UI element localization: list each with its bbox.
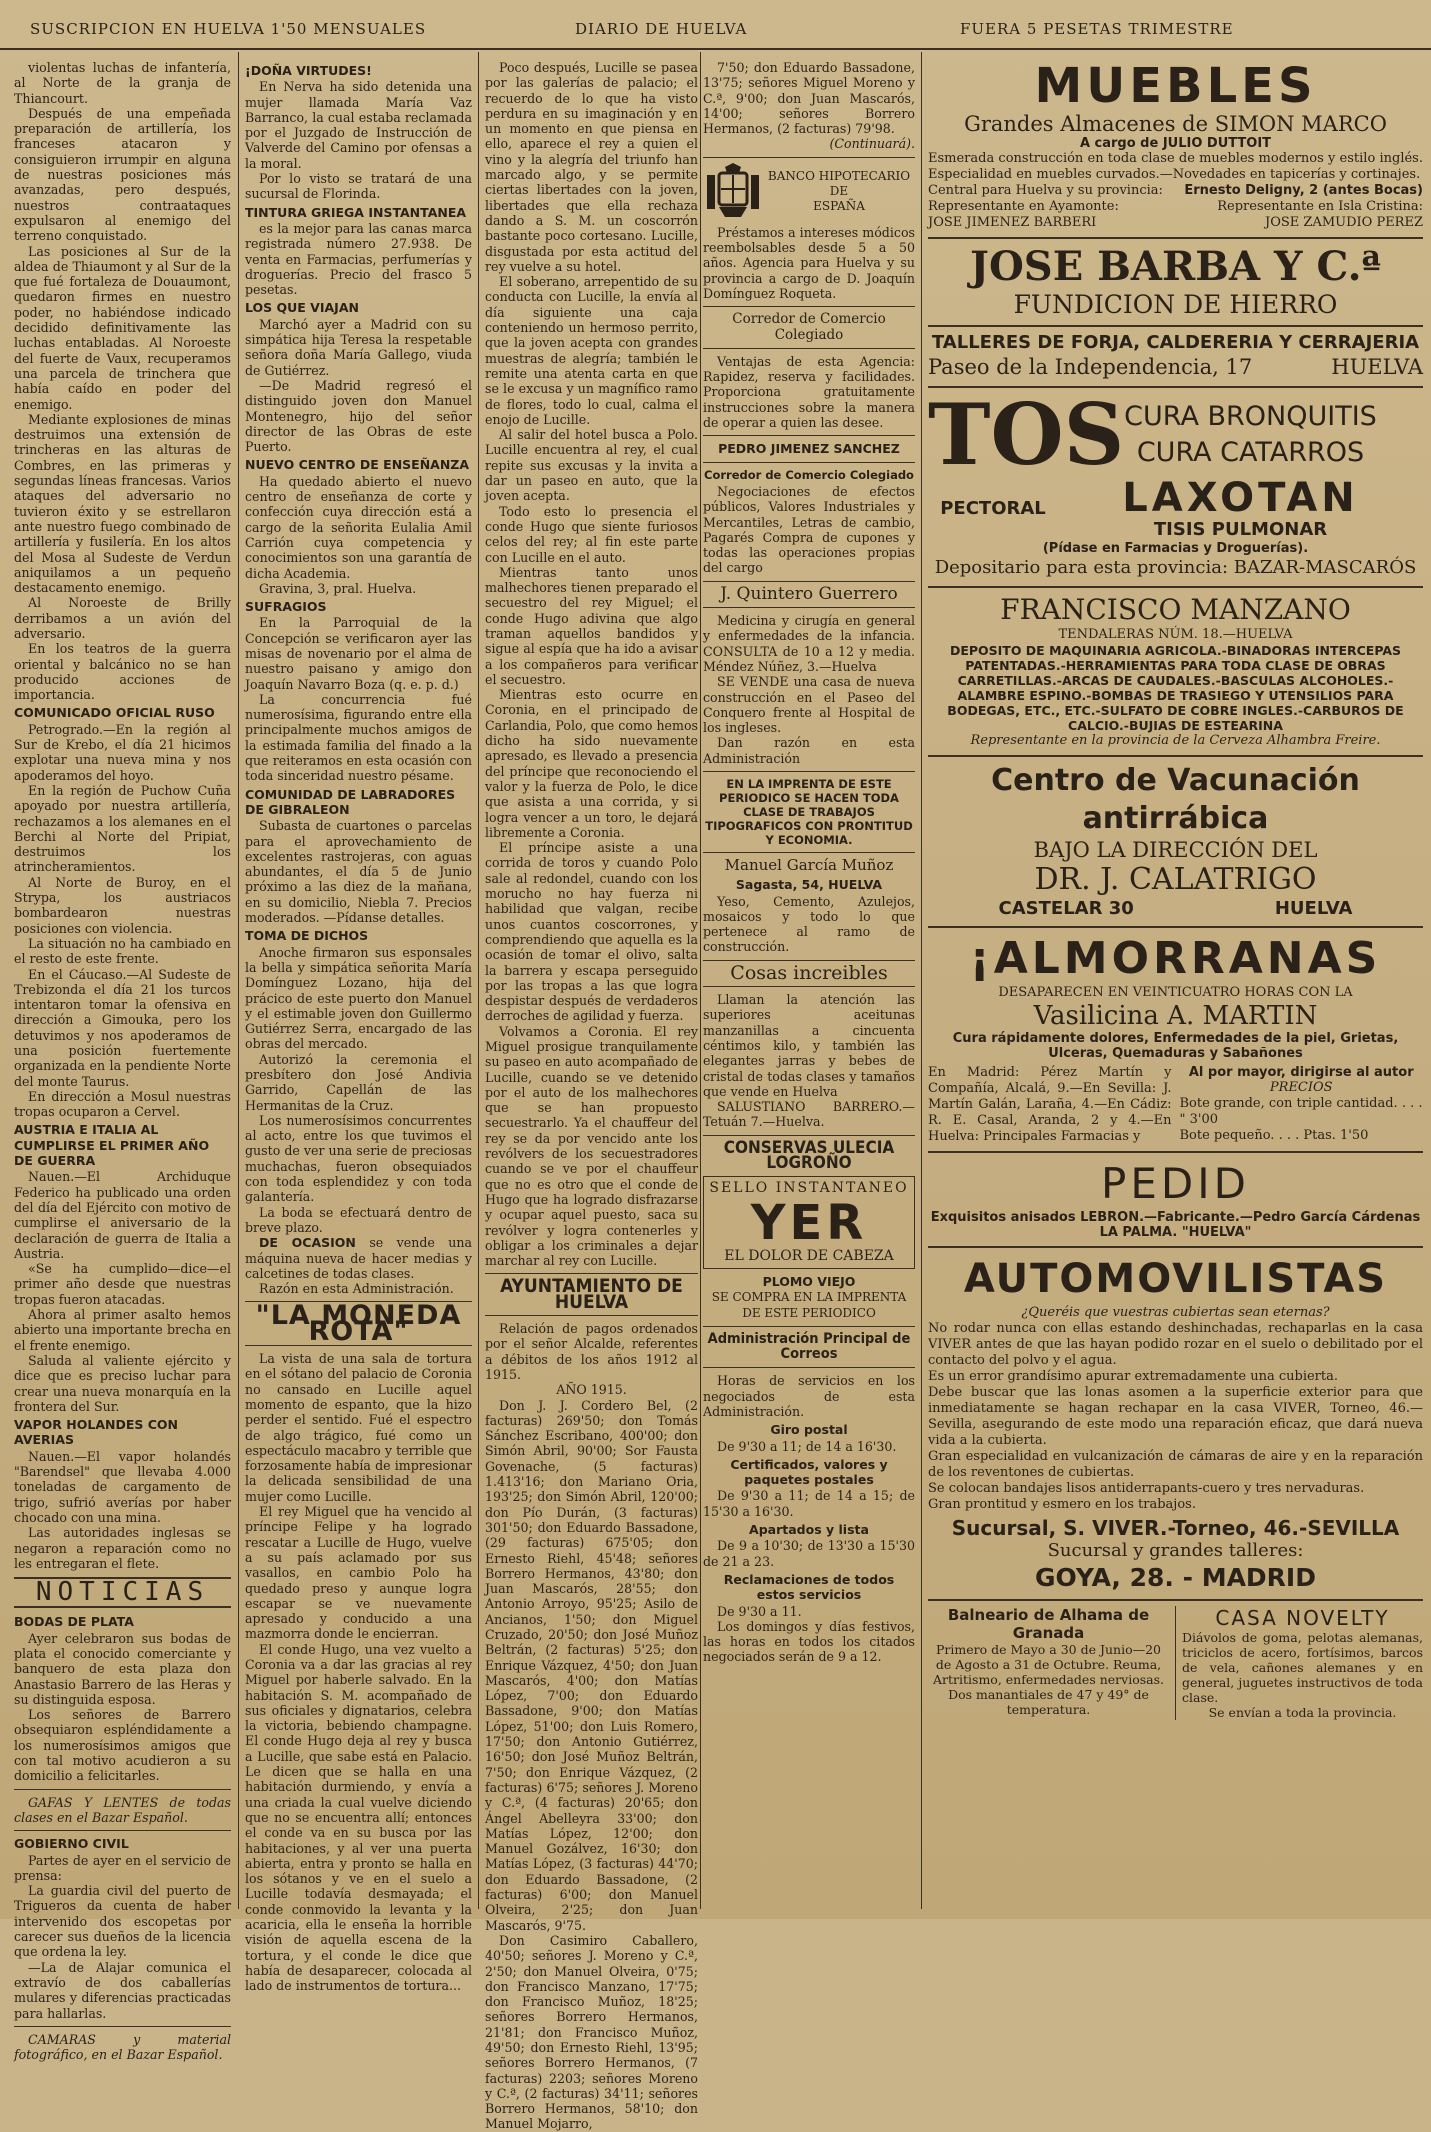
masthead	[0, 0, 1431, 50]
laxotan-depositario: Depositario para esta provincia: BAZAR-MASCARÓS	[934, 557, 1417, 578]
ad-text: SE VENDE una casa de nueva construcción en el Paseo del Conquero frente al Hospital de los ingleses.	[703, 674, 915, 736]
article-paragraph: En los teatros de la guerra oriental y balcánico no se han producido acciones de importancia.	[14, 641, 231, 703]
ad-text: Horas de servicios en los negociados de esta Administración.	[703, 1373, 915, 1419]
article-paragraph: Ahora al primer asalto hemos abierto una importante brecha en el frente enemigo.	[14, 1307, 231, 1353]
vacuna-address: CASTELAR 30	[998, 898, 1134, 919]
article-text: se vende una máquina nueva de hacer medias y calcetines de todas clases.	[245, 1235, 472, 1281]
article-paragraph: «Se ha cumplido—dice—el primer año desde que nuestras tropas fueron atacadas.	[14, 1261, 231, 1307]
serial-title: "LA MONEDA ROTA"	[255, 1300, 462, 1347]
muebles-central: Central para Huelva y su provincia:	[928, 183, 1163, 198]
article-paragraph: Razón en esta Administración.	[259, 1281, 454, 1297]
section-heading: COMUNICADO OFICIAL RUSO	[14, 705, 215, 721]
article-paragraph: Marchó ayer a Madrid con su simpática hija Teresa la respetable señora doña María Gallego, viuda de Gutiérrez.	[245, 316, 472, 378]
novelty-text: Diávolos de goma, pelotas alemanas, triciclos de acero, fortísimos, barcos de vela, cañones alemanes y en general, juguetes instructivos de toda clase.	[1182, 1630, 1423, 1705]
article-paragraph: Volvamos a Coronia. El rey Miguel prosigue tranquilamente su paseo en auto acompañado de Lucille, cuando se ve detenido por el auto de los malhechores que se han propuesto secuestrarlo. Ya el chauffeur del rey se da por vencido ante los revólvers de los secuestradores cuando se ve por el chauffeur que no es otro que el conde de Hugo que ha logrado disfrazarse y ocupar aquel puesto, saca su revólver y logra contenerles y obligar a los criminales a dejar marchar al rey con Lucille.	[485, 1023, 698, 1269]
column-rule	[238, 52, 239, 1909]
divider	[703, 771, 915, 772]
article-paragraph: es la mejor para las canas marca registrada número 27.938. De venta en Farmacias, perfumerías y droguerías. Precio del frasco 5 pesetas.	[245, 220, 472, 298]
divider	[928, 237, 1423, 239]
divider	[928, 1599, 1423, 1601]
viver-address: Sucursal, S. VIVER.-Torneo, 46.-SEVILLA	[951, 1516, 1400, 1540]
barba-city: HUELVA	[1331, 355, 1423, 379]
article-paragraph: Al salir del hotel busca a Polo. Lucille encuentra al rey, el cual repite sus excusas y la invita a dar un paseo en auto, que la joven acepta.	[485, 427, 698, 504]
divider	[703, 157, 915, 158]
auto-question: ¿Queréis que vuestras cubiertas sean eternas?	[1021, 1305, 1330, 1320]
ad-text: Medicina y cirugía en general y enfermedades de la infancia. CONSULTA de 10 a 12 y media. Méndez Núñez, 3.—Huelva	[703, 613, 915, 674]
ad-text: SALUSTIANO BARRERO.—Tetuán 7.—Huelva.	[703, 1099, 915, 1130]
muebles-subtitle: Grandes Almacenes de SIMON MARCO	[964, 112, 1387, 136]
article-paragraph: Nauen.—El Archiduque Federico ha publicado una orden del día del Ejército con motivo de cumplirse el aniversario de la declaración de guerra de Italia a Austria.	[14, 1169, 231, 1261]
divider	[485, 1273, 698, 1274]
schedule-text: De 9'30 a 11; de 14 a 16'30.	[717, 1438, 897, 1454]
divider	[703, 581, 915, 582]
vacuna-city: HUELVA	[1274, 898, 1353, 919]
schedule-text: De 9'30 a 11; de 14 a 15; de 15'30 a 16'30.	[703, 1488, 915, 1519]
tos-word: TOS	[928, 385, 1125, 484]
divider	[703, 1326, 915, 1327]
article-paragraph: Saluda al valiente ejército y dice que es preciso luchar para crear una nueva monarquía en la frontera del Sur.	[14, 1352, 231, 1414]
divider	[928, 325, 1423, 327]
ayuntamiento-heading: AYUNTAMIENTO DE HUELVA	[500, 1275, 683, 1313]
article-paragraph: Al Norte de Buroy, en el Strypa, los austriacos bombardearon nuestras posiciones con violencia.	[14, 874, 231, 936]
ad-heading: Manuel García Muñoz	[724, 855, 894, 874]
divider	[14, 2026, 231, 2027]
article-paragraph: En la región de Puchow Cuña apoyado por nuestra artillería, rechazamos a los alemanes en el Berchi al Norte del Pripiat, destruimos los atrincheramientos.	[14, 782, 231, 875]
column-4	[703, 60, 915, 1899]
small-ad: GAFAS Y LENTES de todas clases en el Bazar Español.	[14, 1794, 231, 1825]
advertisements	[928, 60, 1423, 1909]
ad-text: Llaman la atención las superiores aceitunas manzanillas a cincuenta céntimos kilo, y también las elegantes jarras y bebes de cristal de todas clases y tamaños que vende en Huelva	[703, 992, 915, 1099]
ad-novelty	[1176, 1606, 1423, 1720]
article-paragraph: Petrogrado.—En la región al Sur de Krebo, el día 21 hicimos explotar una nueva mina y nos apoderamos del hoyo.	[14, 721, 231, 783]
auto-text: Debe buscar que las lonas asomen a la superficie exterior para que inmediatamente se hagan rechapar en la casa VIVER, Torneo, 46.—Sevilla, asegurando de este modo una reparación eficaz, que dará nueva vida a la cubierta.	[928, 1385, 1423, 1448]
article-paragraph: Mientras esto ocurre en Coronia, en el principado de Carlandia, Polo, que como hemos dicho ha sido nuevamente apresado, es llevado a presencia del príncipe que reconociendo el valor y la fuerza de Polo, le dice que asista a una corrida, y si logra vencer a un toro, le dejará libremente a Coronia.	[485, 687, 698, 840]
muebles-rep-label: Representante en Ayamonte:	[928, 199, 1119, 214]
vacuna-subtitle: BAJO LA DIRECCIÓN DEL	[1033, 838, 1318, 862]
auto-text: Gran prontitud y esmero en los trabajos.	[928, 1497, 1196, 1512]
ad-heading: PLOMO VIEJO	[762, 1273, 856, 1289]
divider	[928, 755, 1423, 757]
almorranas-product: Vasilicina A. MARTIN	[1033, 1001, 1318, 1031]
almorranas-price-large: Bote grande, con triple cantidad. . . . " 3'00	[1179, 1096, 1423, 1127]
article-paragraph: Don J. J. Cordero Bel, (2 facturas) 269'50; don Tomás Sánchez Escribano, 400'00; don Simón Abril, 90'00; Sor Fausta Govenache, (5 facturas) 1.413'16; don Mariano Oria, 193'25; don Simón Abril, 120'00; don Pío Durán, (3 facturas) 301'50; don Eduardo Bassadone, (29 facturas) 675'05; don Ernesto Riehl, 45'48; señores Borrero Hermanos, 43'80; don Juan Mascarós, 28'55; don Antonio Arroyo, 95'25; Asilo de Ancianos, 1'50; don Miguel Cruzado, 20'50; don José Muñoz Beltrán, (2 facturas) 5'25; don Enrique Vázquez, 4'50; don Juan Mascarós, 4'00; don Matías López, 7'00; don Eduardo Bassadone, 9'00; don Matías López, 51'00; don Luis Romero, 17'50; don Antonio Gutiérrez, 16'50; don José Muñoz Beltrán, 7'50; don Enrique Vázquez, (2 facturas) 6'75; señores J. Moreno y C.ª, (4 facturas) 20'65; don Ángel Abelleyra 33'00; don Matías López, 12'00; don Manuel Gozálvez, 16'30; don Matías López, (3 facturas) 44'70; don Eduardo Bassadone, (2 facturas) 6'00; don Manuel Olveira, 2'25; don Juan Mascarós, 9'75.	[485, 1397, 698, 1933]
tisis-label: TISIS PULMONAR	[1153, 519, 1328, 540]
article-paragraph: Al Noroeste de Brilly derribamos a un avión del adversario.	[14, 595, 231, 641]
novelty-title: CASA NOVELTY	[1215, 1606, 1390, 1630]
divider	[703, 607, 915, 608]
ad-balneario	[928, 1606, 1176, 1720]
auto-text: Se colocan bandajes lisos antiderrapants-cuero y tres nervaduras.	[928, 1481, 1365, 1496]
divider	[703, 986, 915, 987]
muebles-central-address: Ernesto Deligny, 2 (antes Bocas)	[1184, 183, 1423, 198]
ad-heading: Corredor de Comercio Colegiado	[732, 311, 886, 343]
cura-bronquitis: CURA BRONQUITIS	[1124, 401, 1377, 432]
section-heading: SUFRAGIOS	[245, 599, 327, 615]
divider	[928, 1151, 1423, 1153]
ad-text: Negociaciones de efectos públicos, Valores Industriales y Mercantiles, Letras de cambio, Pagarés Compra de cupones y todas las operaciones propias del cargo	[703, 483, 915, 576]
article-paragraph: Ha quedado abierto el nuevo centro de enseñanza de corte y confección cuya dirección está a cargo de la señorita Eulalia Amil Carrión cuya competencia y conocimientos son una garantía de dicha Academia.	[245, 473, 472, 581]
manzano-address: TENDALERAS NÚM. 18.—HUELVA	[1058, 627, 1293, 642]
article-paragraph: —La de Alajar comunica el extravío de dos caballerías mulares y diferencias practicadas para hallarlas.	[14, 1959, 231, 2021]
article-paragraph: Mediante explosiones de minas destruimos una extensión de trincheras en las alturas de Combres, en las primeras y segundas líneas francesas. Varios ataques del adversario no tuvieron éxito y se estrellaron ante nuestro fuego combinado de artillería y fusilería. En los altos del Mosa al Sudeste de Verdun aniquilamos a un pequeño destacamento enemigo.	[14, 411, 231, 596]
vacuna-title: Centro de Vacunación antirrábica	[991, 763, 1360, 836]
article-paragraph: Gravina, 3, pral. Huelva.	[259, 580, 417, 596]
divider	[928, 586, 1423, 588]
article-paragraph: El soberano, arrepentido de su conducta con Lucille, la envía al día siguiente una caja conteniendo un hermoso perrito, que la joven acepta con grandes muestras de alegría; también le remite una atenta carta en que se le excusa y un magnífico ramo de flores, todo lo cual, calma el enojo de Lucille.	[485, 274, 698, 427]
article-paragraph: Después de una empeñada preparación de artillería, los franceses atacaron y consiguieron irrumpir en alguna de nuestras posiciones más avanzadas, pero después, nuestros contraataques expulsaron al enemigo del terreno conquistado.	[14, 105, 231, 244]
divider	[14, 1789, 231, 1790]
banco-country: ESPAÑA	[813, 199, 865, 214]
article-paragraph: Don Casimiro Caballero, 40'50; señores J. Moreno y C.ª, 2'50; don Manuel Olveira, 0'75; don Francisco Manzano, 17'75; don Francisco Muñoz, 18'25; señores Borrero Hermanos, 21'81; don Francisco Muñoz, 49'50; don Ernesto Riehl, 13'95; señores Borrero Hermanos, (7 facturas) 2203; señores Moreno y C.ª, (2 facturas) 34'11; señores Borrero Hermanos, 58'10; don Manuel Mojarro,	[485, 1932, 698, 2132]
section-heading: GOBIERNO CIVIL	[14, 1836, 129, 1852]
muebles-rep-name: JOSE JIMENEZ BARBERI	[928, 215, 1097, 230]
cura-catarros: CURA CATARROS	[1136, 437, 1365, 468]
schedule-text: De 9 a 10'30; de 13'30 a 15'30 de 21 a 23.	[703, 1538, 915, 1569]
section-heading: AUSTRIA E ITALIA AL CUMPLIRSE EL PRIMER AÑO DE GUERRA	[14, 1122, 210, 1169]
article-paragraph: Las posiciones al Sur de la aldea de Thiaumont y al Sur de la que fué fortaleza de Douaumont, quedaron firmes en nuestro poder, no habiéndose indicado decidido definitivamente las luchas entabladas. Al Noroeste del fuerte de Vaux, recuperamos una parcela de trinchera que había caído en poder del enemigo.	[14, 243, 231, 412]
ad-laxotan	[928, 385, 1423, 580]
vacuna-doctor: DR. J. CALATRIGO	[1034, 862, 1317, 897]
article-paragraph: Nauen.—El vapor holandés "Barendsel" que llevaba 4.000 toneladas de cargamento de trigo, sufrió averías por haber chocado con una mina.	[14, 1448, 231, 1525]
divider	[703, 960, 915, 961]
divider	[703, 435, 915, 436]
divider	[703, 1367, 915, 1368]
article-paragraph: Por lo visto se tratará de una sucursal de Florinda.	[245, 171, 472, 202]
yer-brand: YER	[750, 1194, 868, 1251]
ad-bottom-row	[928, 1606, 1423, 1720]
muebles-rep-label: Representante en Isla Cristina:	[1217, 199, 1423, 214]
pectoral-label: PECTORAL	[940, 498, 1046, 519]
article-paragraph: 7'50; don Eduardo Bassadone, 13'75; señores Miguel Moreno y C.ª, 9'00; don Juan Mascarós, 14'00; señores Borrero Hermanos, (2 facturas) 79'98.	[703, 60, 915, 137]
divider	[14, 1830, 231, 1831]
manzano-products: DEPOSITO DE MAQUINARIA AGRICOLA.-BINADORAS INTERCEPAS PATENTADAS.-HERRAMIENTAS PARA TODA CLASE DE OBRAS CARRETILLAS.-ARCAS DE CAUDALES.-BASCULAS ALCOHOLES.-ALAMBRE ESPINO.-BOMBAS DE TRASIEGO Y UTENSILIOS PARA BODEGAS, ETC., ETC.-SULFATO DE COBRE INGLES.-CARBUROS DE CALCIO.-BUJIAS DE ESTEARINA	[947, 643, 1404, 733]
article-paragraph: Autorizó la ceremonia el presbítero don José Andivia Garrido, Capellán de las Hermanitas de la Cruz.	[245, 1051, 472, 1113]
pedid-location: LA PALMA. "HUELVA"	[1099, 1225, 1252, 1240]
muebles-rep-name: JOSE ZAMUDIO PEREZ	[1265, 215, 1423, 230]
article-paragraph: La concurrencia fué numerosísima, figurando entre ella principalmente muchos amigos de la estimada familia del finado a la que reiteramos en esta ocasión con toda sinceridad nuestro pésame.	[245, 691, 472, 784]
manzano-representative: Representante en la provincia de la Cerveza Alhambra Freire.	[970, 733, 1381, 748]
laxotan-brand: LAXOTAN	[1122, 475, 1359, 521]
yer-heading: SELLO INSTANTANEO	[709, 1180, 909, 1197]
auto-text: No rodar nunca con ellas estando deshinchadas, rechaparlas en la casa VIVER antes de que las hayan podido rozar en el suelo o debilitado por el contacto del polvo y el agua.	[928, 1321, 1423, 1368]
ad-heading: Cosas increibles	[730, 961, 888, 984]
schedule-heading: Apartados y lista	[749, 1522, 869, 1538]
article-paragraph: El rey Miguel que ha vencido al príncipe Felipe y ha logrado rescatar a Lucille de Hugo, vuelve a su país aclamado por sus vasallos, en cambio Polo ha quedado preso y aunque logra escapar se ve nuevamente apresado y conducido a una mazmorra donde le encierran.	[245, 1504, 472, 1642]
section-heading: COMUNIDAD DE LABRADORES DE GIBRALEON	[245, 786, 456, 817]
banco-title: BANCO HIPOTECARIO	[767, 169, 911, 184]
schedule-text: Los domingos y días festivos, las horas en todos los citados negociados serán de 9 a 12.	[703, 1618, 915, 1665]
correos-heading: Administración Principal de Correos	[707, 1330, 911, 1363]
section-heading: NUEVO CENTRO DE ENSEÑANZA	[245, 457, 470, 473]
schedule-heading: Giro postal	[770, 1422, 848, 1438]
balneario-title: Balneario de Alhama de Granada	[947, 1606, 1150, 1642]
almorranas-locations: En Madrid: Pérez Martín y Compañía, Alcalá, 9.—En Sevilla: J. Martín Galán, Laraña, 4.—En Cádiz: R. E. Casal, Aranda, 2 y 4.—En Huelva: Principales Farmacias y	[928, 1065, 1172, 1144]
ad-almorranas	[928, 933, 1423, 1145]
small-ad: CAMARAS y material fotográfico, en el Bazar Español.	[14, 2031, 231, 2063]
section-heading: VAPOR HOLANDES CON AVERIAS	[14, 1417, 178, 1448]
article-paragraph: Mientras tanto unos malhechores tienen preparado el secuestro del rey Miguel; el conde Hugo adivina que algo traman aquellos bandidos y sigue al espía que ha ido a avisar a los compañeros para verificar el secuestro.	[485, 564, 698, 687]
ad-text: SE COMPRA EN LA IMPRENTA DE ESTE PERIODICO	[711, 1290, 907, 1320]
divider	[703, 306, 915, 307]
article-paragraph: Subasta de cuartones o parcelas para el aprovechamiento de excelentes rastrojeras, con aguas abundantes, el día 5 de Junio próximo a las diez de la mañana, en su domicilio, Niebla 7. Precios moderados. —Pídanse detalles.	[245, 818, 472, 926]
subscription-outside: FUERA 5 PESETAS TRIMESTRE	[960, 20, 1234, 38]
section-heading: ¡DOÑA VIRTUDES!	[245, 63, 372, 78]
divider	[928, 926, 1423, 928]
section-heading: BODAS DE PLATA	[14, 1614, 134, 1630]
article-paragraph: La boda se efectuará dentro de breve plazo.	[245, 1204, 472, 1235]
goya-address: GOYA, 28. - MADRID	[1035, 1563, 1316, 1592]
almorranas-title: ¡ALMORRANAS	[969, 933, 1382, 984]
divider	[703, 1135, 915, 1136]
divider	[703, 852, 915, 853]
pedid-title: PEDID	[1101, 1159, 1250, 1208]
ad-heading: J. Quintero Guerrero	[720, 583, 898, 604]
ad-jose-barba	[928, 244, 1423, 380]
novelty-shipping: Se envían a toda la provincia.	[1208, 1705, 1397, 1720]
article-paragraph: En el Cáucaso.—Al Sudeste de Trebizonda el día 21 los turcos intentaron tomar la ofensiva en dirección a Gimouka, pero los detuvimos y nos apoderamos de una posición fuertemente organizada en la pendiente Norte del monte Taurus.	[14, 966, 231, 1089]
article-paragraph: La guardia civil del puerto de Trigueros da cuenta de haber intervenido dos escopetas por carecer sus dueños de la licencia que ordena la ley.	[14, 1883, 231, 1960]
article-paragraph: —De Madrid regresó el distinguido joven don Manuel Montenegro, hijo del señor director de las Obras de este Puerto.	[245, 377, 472, 455]
barba-subtitle: FUNDICION DE HIERRO	[1013, 290, 1338, 319]
laxotan-note: (Pídase en Farmacias y Droguerías).	[1042, 541, 1309, 556]
ad-subheading: Corredor de Comercio Colegiado	[704, 467, 914, 482]
auto-text: Es un error grandísimo apurar extremadamente una cubierta.	[928, 1369, 1339, 1384]
section-heading: LOS QUE VIAJAN	[245, 300, 359, 316]
article-paragraph: Anoche firmaron sus esponsales la bella y simpática señorita María Domínguez Lozano, hija del prácico de este puerto don Manuel y el estimable joven don Guillermo Gutiérrez Serra, encargado de las obras del mercado.	[245, 944, 472, 1052]
conservas-ad: CONSERVAS ULECIA LOGROÑO	[723, 1137, 895, 1174]
yer-slogan: EL DOLOR DE CABEZA	[724, 1247, 894, 1264]
subscription-local: SUSCRIPCION EN HUELVA 1'50 MENSUALES	[30, 20, 427, 38]
coat-of-arms-icon	[703, 163, 763, 221]
column-2	[245, 60, 472, 1994]
ad-muebles	[928, 60, 1423, 231]
article-paragraph: Poco después, Lucille se pasea por las galerías de palacio; el recuerdo de lo que ha visto perdura en su imaginación y en un momento en que piensa en ello, aparece el rey a quien el vino y la alegría del triunfo han marcado algo, y se permite ciertas libertades con la joven, libertades que ella rechaza dando a S. M. un coscorrón bastante poco cortesano. Lucille, disgustada por esta actitud del rey vuelve a su hotel.	[485, 60, 698, 274]
section-heading: TINTURA GRIEGA INSTANTANEA	[245, 204, 467, 220]
ad-subheading: Sagasta, 54, HUELVA	[735, 877, 883, 893]
article-paragraph: Las autoridades inglesas se negaron a reparación como no les entregaran el flete.	[14, 1525, 231, 1571]
schedule-heading: Reclamaciones de todos estos servicios	[723, 1571, 895, 1603]
ad-text: Ventajas de esta Agencia: Rapidez, reserva y facilidades. Proporciona gratuitamente instrucciones sobre la manera de operar a quien las desee.	[703, 353, 915, 431]
muebles-title: MUEBLES	[1034, 58, 1317, 114]
auto-text: Gran especialidad en vulcanización de cámaras de aire y en la reparación de los reventones de cubiertas.	[928, 1449, 1423, 1480]
almorranas-wholesale: Al por mayor, dirigirse al autor	[1188, 1065, 1414, 1080]
ad-pedid	[928, 1158, 1423, 1240]
ad-text: Yeso, Cemento, Azulejos, mosaicos y todo lo que pertenece al ramo de construcción.	[703, 893, 915, 955]
noticias-heading: NOTICIAS	[14, 1577, 231, 1608]
article-paragraph: En Nerva ha sido detenida una mujer llamada María Vaz Barranco, la cual estaba reclamada por el Juzgado de Instrucción de Valverde del Camino por ofensas a la moral.	[245, 79, 472, 171]
ad-automovilistas	[928, 1253, 1423, 1593]
column-3	[485, 60, 698, 2132]
imprenta-notice: EN LA IMPRENTA DE ESTE PERIODICO SE HACEN TODA CLASE DE TRABAJOS TIPOGRAFICOS CON PRONTITUD Y ECONOMIA.	[705, 776, 913, 847]
article-paragraph: Ayer celebraron sus bodas de plata el conocido comerciante y banquero de esta plaza don Anastasio Barrero de las Heras y su distinguida esposa.	[14, 1630, 231, 1707]
article-paragraph: En la Parroquial de la Concepción se verificaron ayer las misas de novenario por el alma de nuestro paisano y amigo don Joaquín Navarro Boza (q. e. p. d.)	[245, 615, 472, 692]
article-paragraph: violentas luchas de infantería, al Norte de la granja de Thiancourt.	[14, 60, 231, 106]
article-paragraph: Partes de ayer en el servicio de prensa:	[14, 1852, 231, 1883]
almorranas-price-small: Bote pequeño. . . . Ptas. 1'50	[1179, 1128, 1369, 1143]
barba-title: JOSE BARBA Y C.ª	[970, 243, 1381, 290]
almorranas-subtitle: DESAPARECEN EN VEINTICUATRO HORAS CON LA	[998, 985, 1353, 1000]
article-paragraph: Los señores de Barrero obsequiaron espléndidamente a los numerosísimos amigos que con tal motivo acudieron a su domicilio a felicitarles.	[14, 1707, 231, 1784]
continued-note: (Continuará).	[829, 136, 915, 152]
article-paragraph: El conde Hugo, una vez vuelto a Coronia va a dar las gracias al rey Miguel por haberle salvado. En la habitación S. M. acompañado de sus oficiales y dignatarios, celebra la victoria, bebiendo champagne. El conde Hugo deja al rey y busca a Lucille, que sabe está en Palacio. Le dicen que se halla en una habitación durmiendo, y envía a una criada la cual vuelve diciendo que no se encuentra allí; entonces el conde va en su busca por las habitaciones, y al ver una puerta abierta, entra y pronto se halla en los sótanos y ve en el suelo a Lucille todavía desmayada; el conde conmovido la levanta y la acaricia, ella le enseña la horrible visión de aquella escena de la tortura, y el conde le dice que había de desaparecer, colocada al lado de instrumentos de tortura...	[245, 1641, 472, 1994]
newspaper-title: DIARIO DE HUELVA	[575, 20, 748, 38]
schedule-heading: Certificados, valores y paquetes postales	[730, 1456, 888, 1488]
almorranas-uses: Cura rápidamente dolores, Enfermedades de la piel, Grietas, Ulceras, Quemaduras y Sabañones	[952, 1031, 1399, 1061]
column-rule	[921, 52, 922, 1909]
ad-text: Dan razón en esta Administración	[703, 735, 915, 766]
section-heading: TOMA DE DICHOS	[245, 928, 369, 944]
yer-ad	[703, 1176, 915, 1269]
pedid-product: Exquisitos anisados LEBRON.—Fabricante.—Pedro García Cárdenas	[930, 1210, 1421, 1225]
balneario-text: Primero de Mayo a 30 de Junio—20 de Agosto a 31 de Octubre. Reuma, Artritismo, enfermedades nerviosas. Dos manantiales de 47 y 49° de temperatura.	[933, 1642, 1164, 1717]
muebles-text: Esmerada construcción en toda clase de muebles modernos y estilo inglés. Especialidad en muebles curvados.—Novedades en tapicerías y cortinajes.	[928, 151, 1423, 182]
muebles-manager: A cargo de JULIO DUTTOIT	[1079, 136, 1272, 151]
column-rule	[700, 52, 701, 1909]
ad-vacunacion	[928, 762, 1423, 920]
article-paragraph: Relación de pagos ordenados por el señor Alcalde, referentes a débitos de los años 1912 al 1915.	[485, 1321, 698, 1382]
divider	[928, 1246, 1423, 1248]
article-paragraph: El príncipe asiste a una corrida de toros y cuando Polo sale al redondel, cuando con los morucho no hay fuerza ni habilidad que valgan, recibe unos cuantos coscorrones, y comprendiendo que aquella es la ocasión de tomar el olivo, salta la barrera y escapa perseguido por las tropas a las que logra despistar después de verdaderos derroches de agilidad y fuerza.	[485, 840, 698, 1024]
article-paragraph	[245, 1235, 472, 1281]
article-paragraph: La situación no ha cambiado en el resto de este frente.	[14, 935, 231, 967]
column-rule	[478, 52, 479, 1909]
ad-heading: PEDRO JIMENEZ SANCHEZ	[718, 441, 900, 457]
article-paragraph: En dirección a Mosul nuestras tropas ocuparon a Cervel.	[14, 1088, 231, 1120]
manzano-title: FRANCISCO MANZANO	[1000, 593, 1351, 626]
divider	[485, 1315, 698, 1316]
almorranas-precios: PRECIOS	[1269, 1080, 1333, 1095]
article-paragraph: Todo esto lo presencia el conde Hugo que siente furiosos celos del rey; al fin este parte con Lucille en el auto.	[485, 503, 698, 565]
section-heading: DE OCASION	[259, 1235, 356, 1251]
column-1	[14, 60, 231, 2063]
article-paragraph: Los numerosísimos concurrentes al acto, entre los que tuvimos el gusto de ver una serie de preciosas muchachas, fueron obsequiados con toda esplendidez y con toda galantería.	[245, 1112, 472, 1205]
barba-services: TALLERES DE FORJA, CALDERERIA Y CERRAJERIA	[931, 332, 1420, 353]
viver-subtitle: Sucursal y grandes talleres:	[1047, 1540, 1304, 1561]
barba-address: Paseo de la Independencia, 17	[928, 355, 1253, 379]
article-paragraph: La vista de una sala de tortura en el sótano del palacio de Coronia no cansado en Lucille aquel momento de espanto, que la hizo perder el sentido. Fué el espectro de algo trágico, fué como un espectáculo macabro y terrible que forzosamente había de impresionar la delicada sensibilidad de una mujer como Lucille.	[245, 1351, 472, 1504]
year-label: AÑO 1915.	[556, 1382, 627, 1398]
divider	[703, 348, 915, 349]
banco-header	[703, 163, 915, 221]
auto-title: AUTOMOVILISTAS	[963, 1256, 1388, 1302]
banco-de: DE	[829, 184, 849, 199]
divider	[703, 462, 915, 463]
schedule-text: De 9'30 a 11.	[717, 1603, 802, 1619]
ad-text: Préstamos a intereses módicos reembolsables desde 5 a 50 años. Agencia para Huelva y su provincia a cargo de D. Joaquín Domínguez Roqueta.	[703, 224, 915, 301]
ad-manzano	[928, 593, 1423, 749]
